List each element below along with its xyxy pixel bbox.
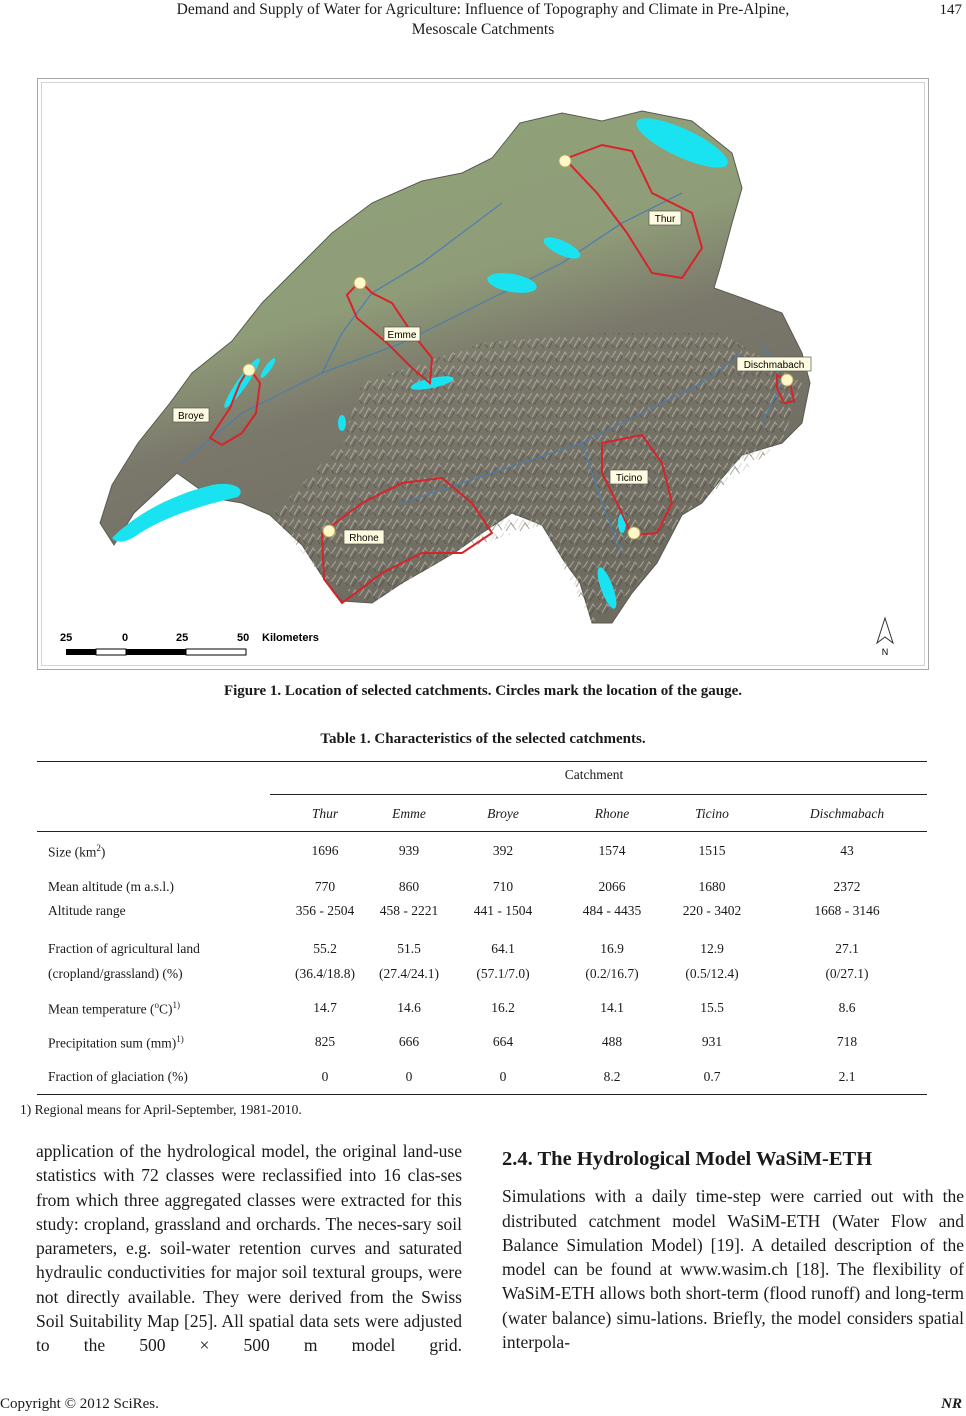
cell-altitude-range-dischmabach: 1668 - 3146 — [814, 903, 880, 918]
cell-glac-broye: 0 — [499, 1069, 507, 1084]
cell-precip-emme: 666 — [398, 1034, 420, 1049]
cell-glac-dischmabach: 2.1 — [838, 1069, 856, 1084]
cell-size-thur: 1696 — [311, 843, 339, 858]
cell-altitude-range-broye: 441 - 1504 — [473, 903, 533, 918]
cell-size-broye: 392 — [492, 843, 514, 858]
cell-glac-ticino: 0.7 — [703, 1069, 721, 1084]
cell-temp-dischmabach: 8.6 — [838, 1000, 856, 1015]
cell-precip-broye: 664 — [492, 1034, 514, 1049]
gauge-dischmabach — [781, 374, 793, 386]
cell-agri-ticino: 12.9 — [700, 941, 724, 956]
cell-mean-altitude-dischmabach: 2372 — [833, 879, 861, 894]
gauge-broye — [243, 364, 255, 376]
running-header — [100, 0, 866, 40]
figure-caption: Figure 1. Location of selected catchments. Circles mark the location of the gauge. — [223, 683, 743, 699]
row-label-precipitation: Precipitation sum (mm)$^{1)}$ — [48, 1034, 184, 1051]
col-header-emme: Emme — [392, 806, 426, 821]
table-group-header: Catchment — [564, 767, 624, 782]
cell-temp-ticino: 15.5 — [700, 1000, 724, 1015]
switzerland-map — [42, 83, 924, 665]
page-number: 147 — [939, 2, 962, 18]
col-header-rhone: Rhone — [594, 806, 630, 821]
row-label-glaciation: Fraction of glaciation (%) — [48, 1069, 188, 1084]
table-header-rule — [37, 831, 927, 832]
cell-crop-ticino: (0.5/12.4) — [685, 966, 739, 981]
cell-crop-rhone: (0.2/16.7) — [585, 966, 639, 981]
cell-size-dischmabach: 43 — [840, 843, 854, 858]
cell-agri-dischmabach: 27.1 — [835, 941, 859, 956]
cell-temp-broye: 16.2 — [491, 1000, 515, 1015]
scale-label-50: 50 — [237, 632, 250, 644]
cell-altitude-range-rhone: 484 - 4435 — [582, 903, 642, 918]
gauge-thur — [559, 155, 571, 167]
scale-unit: Kilometers — [262, 632, 319, 644]
cell-altitude-range-ticino: 220 - 3402 — [682, 903, 742, 918]
cell-precip-ticino: 931 — [701, 1034, 723, 1049]
gauge-rhone — [323, 525, 335, 537]
cell-mean-altitude-thur: 770 — [314, 879, 336, 894]
cell-size-ticino: 1515 — [698, 843, 726, 858]
footer-copyright: Copyright © 2012 SciRes. — [0, 1396, 159, 1412]
cell-agri-emme: 51.5 — [397, 941, 421, 956]
north-label: N — [881, 647, 889, 657]
cell-mean-altitude-rhone: 2066 — [598, 879, 626, 894]
cell-glac-emme: 0 — [405, 1069, 413, 1084]
cell-agri-rhone: 16.9 — [600, 941, 624, 956]
row-label-agricultural-land: Fraction of agricultural land — [48, 941, 200, 956]
running-header-line1: Demand and Supply of Water for Agriculture: Influence of Topography and Climate in Pre-Alpine, — [176, 1, 790, 18]
cell-crop-dischmabach: (0/27.1) — [825, 966, 869, 981]
scale-label-25-left: 25 — [60, 632, 73, 644]
label-emme: Emme — [387, 330, 417, 341]
col-header-broye: Broye — [487, 806, 519, 821]
label-ticino: Ticino — [615, 473, 643, 484]
cell-agri-broye: 64.1 — [491, 941, 515, 956]
table-footnote: 1) Regional means for April-September, 1981-2010. — [20, 1102, 302, 1117]
label-thur: Thur — [654, 214, 676, 225]
row-label-altitude-range: Altitude range — [48, 903, 126, 918]
cell-glac-thur: 0 — [321, 1069, 329, 1084]
cell-precip-rhone: 488 — [601, 1034, 623, 1049]
north-arrow-icon — [877, 618, 893, 657]
figure-1-frame — [37, 78, 929, 670]
running-header-line2: Mesoscale Catchments — [411, 21, 555, 38]
gauge-emme — [354, 277, 366, 289]
cell-precip-dischmabach: 718 — [836, 1034, 858, 1049]
table-group-rule — [270, 794, 927, 795]
cell-altitude-range-thur: 356 - 2504 — [295, 903, 355, 918]
body-left-paragraph: application of the hydrological model, the original land-use statistics with 72 classes were reclassified into 16 clas-ses from which three aggregated classes were extracted for this study: cropland, grassland and orchards. The neces-sary soil parameters, e.g. soil-water retention curves and saturated hydraulic conductivities for major soil textural groups, were not directly available. They were derived from the Swiss Soil Suitability Map [25]. All spatial data sets were adjusted to the 500 × 500 m model grid. — [36, 1141, 462, 1356]
label-dischmabach: Dischmabach — [743, 360, 805, 371]
cell-mean-altitude-broye: 710 — [492, 879, 514, 894]
row-label-cropland-grassland: (cropland/grassland) (%) — [48, 966, 183, 981]
cell-temp-thur: 14.7 — [313, 1000, 337, 1015]
cell-agri-thur: 55.2 — [313, 941, 337, 956]
table-caption: Table 1. Characteristics of the selected catchments. — [320, 731, 646, 747]
table-bottom-rule — [37, 1094, 927, 1095]
table-1 — [37, 761, 927, 1096]
scale-label-25: 25 — [176, 632, 189, 644]
col-header-dischmabach: Dischmabach — [809, 806, 885, 821]
cell-crop-thur: (36.4/18.8) — [295, 966, 355, 981]
scale-label-0: 0 — [122, 632, 129, 644]
table-top-rule — [37, 761, 927, 762]
cell-mean-altitude-emme: 860 — [398, 879, 420, 894]
cell-altitude-range-emme: 458 - 2221 — [379, 903, 439, 918]
body-right-paragraph: Simulations with a daily time-step were carried out with the distributed catchment model WaSiM-ETH (Water Flow and Balance Simulation Model) [19]. A detailed description of the model can be found at www.wasim.ch [18]. The flexibility of WaSiM-ETH allows both short-term (flood runoff) and long-term (water balance) simu-lations. Briefly, the model considers spatial interpola- — [502, 1186, 964, 1353]
label-rhone: Rhone — [349, 533, 379, 544]
row-label-size: Size $(km^2)$ — [48, 843, 106, 860]
cell-precip-thur: 825 — [314, 1034, 336, 1049]
cell-glac-rhone: 8.2 — [603, 1069, 621, 1084]
figure-1-map — [41, 82, 925, 666]
cell-size-emme: 939 — [398, 843, 420, 858]
scale-bar — [60, 632, 319, 655]
cell-mean-altitude-ticino: 1680 — [698, 879, 726, 894]
body-right-column — [502, 1139, 964, 1354]
cell-size-rhone: 1574 — [598, 843, 626, 858]
cell-crop-emme: (27.4/24.1) — [379, 966, 439, 981]
row-label-mean-altitude: Mean altitude (m a.s.l.) — [48, 879, 174, 894]
body-left-column — [36, 1139, 462, 1358]
cell-crop-broye: (57.1/7.0) — [476, 966, 530, 981]
gauge-ticino — [628, 527, 640, 539]
cell-temp-rhone: 14.1 — [600, 1000, 624, 1015]
footer-journal: NR — [941, 1396, 962, 1412]
label-broye: Broye — [177, 411, 205, 422]
cell-temp-emme: 14.6 — [397, 1000, 421, 1015]
section-heading: 2.4. The Hydrological Model WaSiM-ETH — [502, 1148, 873, 1170]
col-header-thur: Thur — [311, 806, 339, 821]
col-header-ticino: Ticino — [695, 806, 729, 821]
row-label-mean-temperature: Mean temperature $(^oC)^{1)}$ — [48, 1000, 180, 1017]
